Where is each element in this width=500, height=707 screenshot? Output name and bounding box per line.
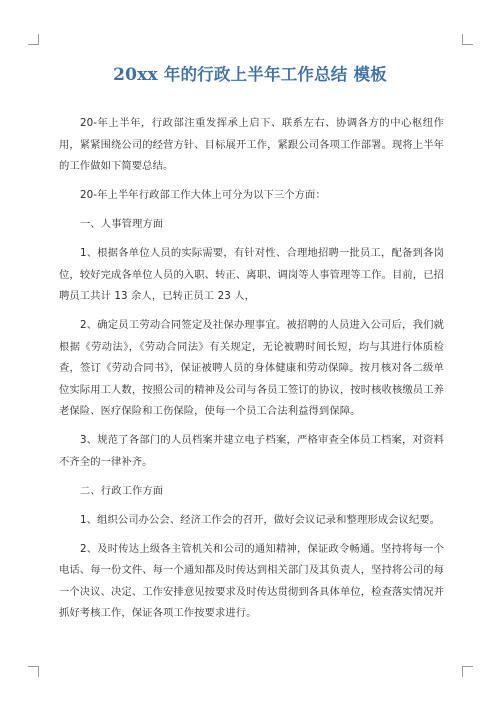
personnel-item-1: 1、根据各单位人员的实际需要，有针对性、合理地招聘一批员工，配备到各岗位，较好完成各单位人员的入职、转正、离职、调岗等人事管理等工作。目前，已招聘员工共计 13 余人，已转正员工 23 人， — [59, 247, 444, 302]
page-title — [40, 61, 460, 85]
page-corner-mark-bottom-right — [462, 666, 473, 677]
personnel-item-3: 3、规范了各部门的人员档案并建立电子档案，严格审查全体员工档案，对资料不齐全的一律补齐。 — [59, 434, 444, 468]
page-corner-mark-top-right — [462, 34, 473, 45]
page-corner-mark-top-left — [28, 34, 39, 45]
page-corner-mark-bottom-left — [28, 666, 39, 677]
page-title-year: 20xx — [113, 65, 158, 85]
overview-paragraph: 20-年上半年行政部工作大体上可分为以下三个方面： — [80, 189, 326, 201]
intro-paragraph: 20-年上半年，行政部注重发挥承上启下、联系左右、协调各方的中心枢纽作用，紧紧围绕公司的经营方针、目标展开工作，紧跟公司各项工作部署。现将上半年的工作做如下简要总结。 — [59, 117, 444, 172]
section-heading-personnel: 一、人事管理方面 — [80, 218, 164, 230]
section-heading-administration: 二、行政工作方面 — [80, 484, 164, 497]
document-body — [59, 113, 444, 632]
administration-item-2: 2、及时传达上级各主管机关和公司的通知精神，保证政令畅通。坚持将每一个电话、每一份文件、每一个通知都及时传达到相关部门及其负责人，坚持将公司的每一个决议、决定、工作安排意见按要求及时传达贯彻到各具体单位，检查落实情况并抓好考核工作，保证各项工作按要求进行。 — [59, 542, 444, 619]
administration-item-1: 1、组织公司办公会、经济工作会的召开，做好会议记录和整理形成会议纪要。 — [80, 513, 441, 526]
personnel-item-2: 2、确定员工劳动合同签定及社保办理事宜。被招聘的人员进入公司后，我们就根据《劳动法》，《劳动合同法》有关规定，无论被聘时间长短，均与其进行体质检查，签订《劳动合同书》，保证被聘人员的身体健康和劳动保障。按月核对各二级单位实际用工人数，按照公司的精神及公司与各员工签订的协议，按时核收核缴员工养老保险、医疗保险和工伤保险，使每一个员工合法利益得到保障。 — [59, 319, 444, 417]
page-title-text: 年的行政上半年工作总结 模板 — [157, 65, 387, 84]
